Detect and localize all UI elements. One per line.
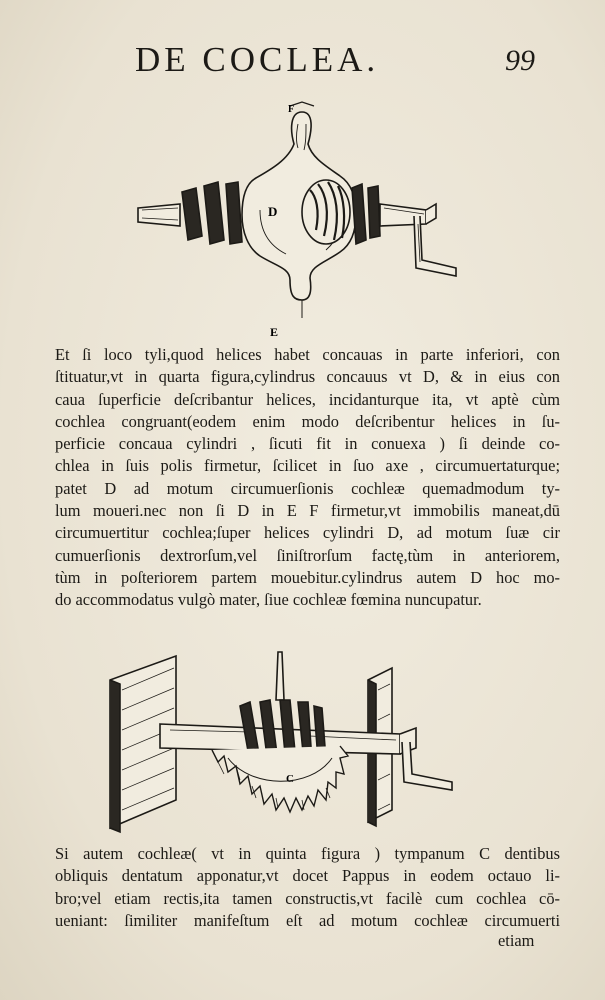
text-line: ueniant: ſimiliter manifeſtum eſt ad motum cochleæ circumuerti — [55, 910, 560, 930]
text-line: do accommodatus vulgò mater, ſiue cochleæ fœmina nuncupatur. — [55, 590, 482, 610]
running-title: DE COCLEA. — [135, 40, 380, 79]
text-line: caua ſuperficie deſcribantur helices, incidanturque ita, vt aptè cùm — [55, 389, 560, 409]
figure-screw-with-wheel — [100, 650, 480, 840]
text-line: chlea in ſuis polis firmetur, ſcilicet in ſuo axe , circumuertaturque; — [55, 456, 560, 476]
text-line: obliquis dentatum apponatur,vt docet Pappus in eodem octauo li- — [55, 866, 560, 886]
text-line: ſtituatur,vt in quarta figura,cylindrus concauus vt D, & in eius con — [55, 367, 560, 387]
text-line: cochlea congruant(eodem enim modo deſcribentur helices in ſu- — [55, 411, 560, 431]
text-line: circumuertitur cochlea;ſuper helices cylindri D, ad motum ſuæ cir — [55, 523, 560, 543]
figure1-label-center: D — [268, 204, 278, 219]
text-line: tùm in poſteriorem partem mouebitur.cylindrus autem D hoc mo- — [55, 567, 560, 587]
paragraph-1 — [55, 344, 560, 612]
text-line: lum moueri.nec non ſi D in E F firmetur,vt immobilis maneat,dū — [55, 501, 560, 521]
text-line: perficie concaua cylindri , ſicuti fit in conuexa ) ſi deinde co- — [55, 434, 560, 454]
text-line: Si autem cochleæ( vt in quinta figura ) tympanum C dentibus — [55, 844, 560, 863]
page-number: 99 — [505, 44, 535, 77]
figure-screw-with-nut — [130, 100, 465, 340]
page-header — [0, 40, 605, 90]
catchword: etiam — [498, 931, 535, 950]
text-line: Et ſi loco tyli,quod helices habet concauas in parte inferiori, con — [55, 345, 560, 364]
text-line: patet D ad motum circumuerſionis cochleæ quemadmodum ty- — [55, 478, 560, 498]
text-line: cumuerſionis dextrorſum,vel ſiniſtrorſum factę,tùm in anteriorem, — [55, 545, 560, 565]
paragraph-2 — [55, 843, 560, 932]
figure2-label-center: C — [286, 773, 294, 785]
text-line: bro;vel etiam rectis,ita tamen constructis,vt facilè cum cochlea cō- — [55, 888, 560, 908]
figure1-label-top: F — [288, 104, 295, 115]
figure1-label-bottom: E — [270, 325, 279, 339]
